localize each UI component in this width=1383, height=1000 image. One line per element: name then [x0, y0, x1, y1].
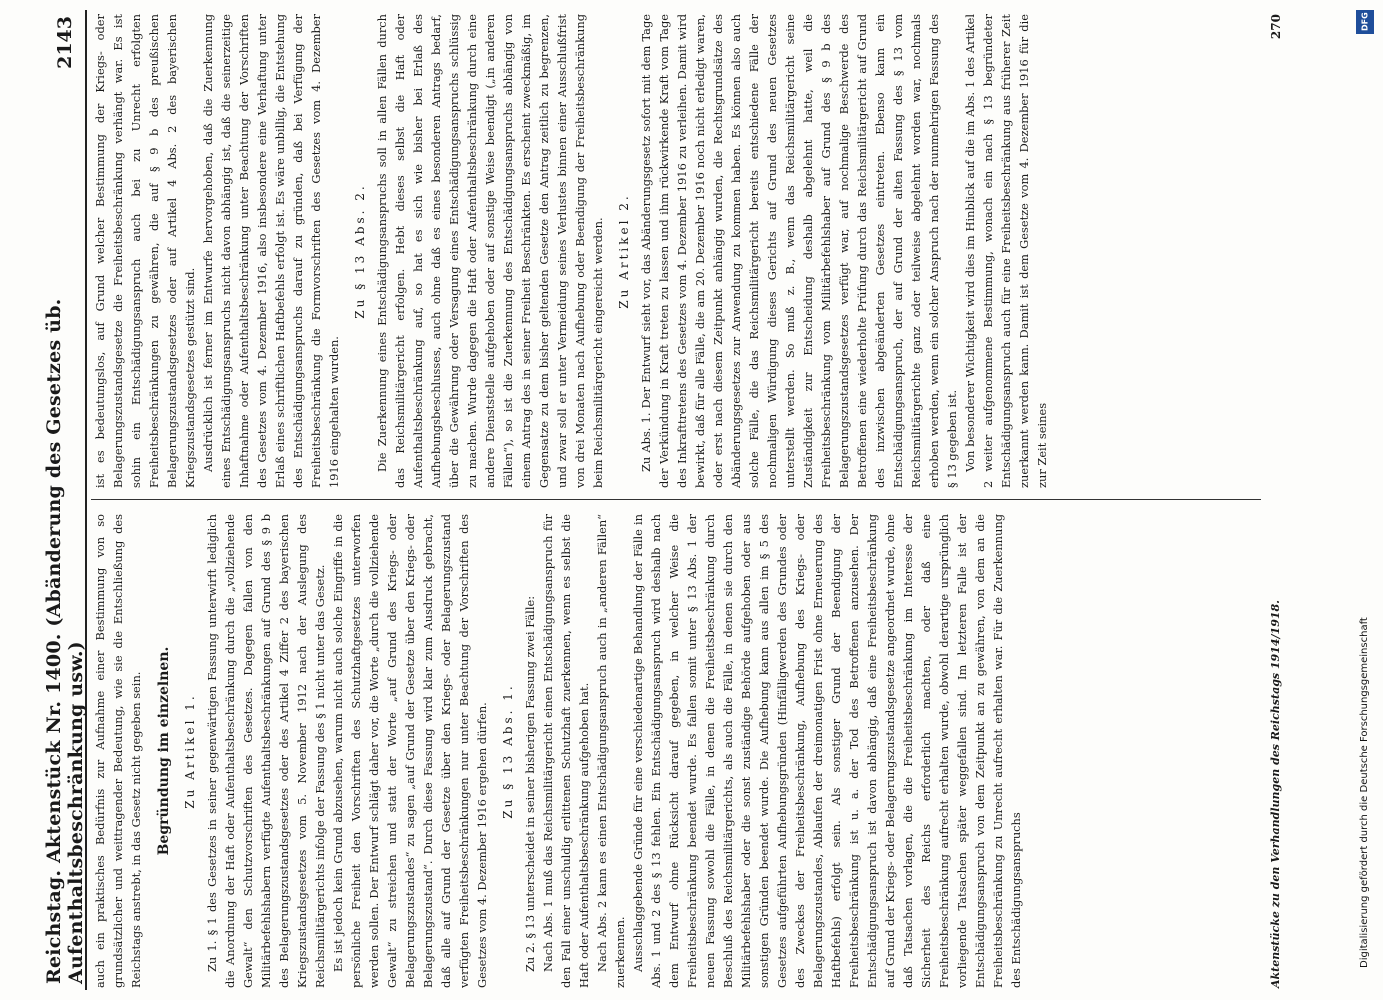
left-paragraph-3: Zu 2. § 13 unterscheidet in seiner bisherigen Fassung zwei Fälle:: [523, 595, 537, 972]
left-paragraph-6: Ausschlaggebende Gründe für eine verschiedenartige Behandlung der Fälle in Abs. 1 und 2 des § 13 fehlen. Ein Entschädigungsanspruch wird deshalb nach dem Entwurf ohne Rücksicht darauf gegeben, in welcher Weise die Freiheitsbeschränkung beendet wurde. Es fallen somit unter § 13 Abs. 1 der neuen Fassung sowohl die Fälle, in denen die Freiheitsbeschränkung durch Beschluß des Reichsmilitärgerichts, als auch die Fälle, in denen sie durch den Militärbefehlshaber oder die sonst zuständige Behörde aufgehoben oder aus sonstigen Gründen beendet wurde. Die Aufhebung kann aus allen im § 5 des Gesetzes aufgeführten Aufhebungsgründen (Hinfälligwerden des Grundes oder des Zweckes der Freiheitsbeschränkung, Aufhebung des Kriegs- oder Belagerungszustandes, Ablaufen der dreimonatigen Frist ohne Erneuerung des Haftbefehls) erfolgt sein. Als sonstiger Grund der Beendigung der Freiheitsbeschränkung ist u. a. der Tod des Betroffenen anzusehen. Der Entschädigungsanspruch ist davon abhängig, daß eine Freiheitsbeschränkung auf Grund der Kriegs- oder Belagerungszustandsgesetze angeordnet wurde, ohne daß Tatsachen vorlagen, die die Freiheitsbeschränkung im Interesse der Sicherheit des Reichs erforderlich machten, oder daß eine Freiheitsbeschränkung aufrecht erhalten wurde, obwohl derartige ursprünglich vorliegende Tatsachen später weggefallen sind. Im letzteren Falle ist der Entschädigungsanspruch von dem Zeitpunkt an zu gewähren, von dem an die Freiheitsbeschränkung zu Unrecht aufrecht erhalten war. Für die Zuerkennung des Entschädigungsanspruchs: [631, 514, 1023, 988]
column-divider: [91, 499, 1261, 500]
dfg-caption: Digitalisierung gefördert durch die Deutsche Forschungsgemeinschaft: [1359, 617, 1370, 968]
left-paragraph-2: Es ist jedoch kein Grund abzusehen, warum nicht auch solche Eingriffe in die persönliche Freiheit den Vorschriften des Schutzhaftgesetzes unterworfen werden sollen. Der Entwurf schlägt daher vor, die Worte „durch die vollziehende Gewalt“ zu streichen und statt der Worte „auf Grund des Kriegs- oder Belagerungszustandes“ zu sagen „auf Grund der Gesetze über den Kriegs- oder Belagerungszustand“. Durch diese Fassung wird klar zum Ausdruck gebracht, daß alle auf Grund der Gesetze über den Kriegs- oder Belagerungszustand verfügten Freiheitsbeschränkungen nur unter Beachtung der Vorschriften des Gesetzes vom 4. Dezember 1916 ergehen dürfen.: [331, 514, 489, 988]
right-paragraph-1: ist es bedeutungslos, auf Grund welcher Bestimmung der Kriegs- oder Belagerungszustandsgesetze die Freiheitsbeschränkung verhängt war. Es ist sohin ein Entschädigungsanspruch auch bei zu Unrecht erfolgten Freiheitsbeschränkungen zu gewähren, die auf § 9 b des preußischen Belagerungszustandsgesetzes oder auf Artikel 4 Abs. 2 des bayerischen Kriegszustandsgesetzes gestützt sind.: [93, 14, 197, 488]
left-column: [91, 514, 1261, 988]
right-column: [91, 14, 1261, 488]
right-paragraph-4: Zu Abs. 1. Der Entwurf sieht vor, das Abänderungsgesetz sofort mit dem Tage der Verkündung in Kraft treten zu lassen und ihm rückwirkende Kraft vom Tage des Inkrafttretens des Gesetzes vom 4. Dezember 1916 zu verleihen. Damit wird bewirkt, daß für alle Fälle, die am 20. Dezember 1916 noch nicht erledigt waren, oder erst nach diesem Zeitpunkt anhängig wurden, die Rechtsgrundsätze des Abänderungsgesetzes zur Anwendung zu kommen haben. Es können also auch solche Fälle, die das Reichsmilitärgericht bereits entschiedene Fälle der nochmaligen Würdigung dieses Gerichts auf Grund des neuen Gesetzes unterstellt werden. So muß z. B., wenn das Reichsmilitärgericht seine Zuständigkeit zur Entscheidung deshalb abgelehnt hatte, weil die Freiheitsbeschränkung vom Militärbefehlshaber auf Grund des § 9 b des Belagerungszustandsgesetzes verfügt war, auf nochmalige Beschwerde des Betroffenen eine wiederholte Prüfung durch das Reichsmilitärgericht auf Grund des inzwischen abgeänderten Gesetzes eintreten. Ebenso kann ein Entschädigungsanspruch, der auf Grund der alten Fassung des § 13 vom Reichsmilitärgerichte ganz oder teilweise abgelehnt worden war, nochmals erhoben werden, wenn ein solcher Anspruch nach der nunmehrigen Fassung des § 13 gegeben ist.: [639, 14, 959, 488]
left-paragraph-4: Nach Abs. 1 muß das Reichsmilitärgericht einen Entschädigungsanspruch für den Fall einer unschuldig erlittenen Schutzhaft zuerkennen, wenn es selbst die Haft oder Aufenthaltsbeschränkung aufgehoben hat.: [541, 514, 591, 988]
dfg-logo: DFG: [1356, 10, 1374, 34]
left-paragraph-5: Nach Abs. 2 kann es einen Entschädigungsanspruch auch in „anderen Fällen“ zuerkennen.: [595, 514, 627, 988]
footer-sheet-number: 270: [1269, 14, 1283, 40]
dfg-sidebar: [1353, 8, 1377, 988]
article-2-heading: Zu Artikel 2.: [617, 193, 631, 309]
header-title: Reichstag. Aktenstück Nr. 1400. (Abänderung des Gesetzes üb. Aufenthaltsbeschränkung usw.): [43, 298, 87, 984]
page-header: [45, 10, 87, 990]
article-1-heading: Zu Artikel 1.: [183, 693, 197, 809]
footer-series-title: Aktenstücke zu den Verhandlungen des Reichstags 1914/1918.: [1269, 600, 1282, 988]
left-intro-paragraph: auch ein praktisches Bedürfnis zur Aufnahme einer Bestimmung von so grundsätzlicher und weittragender Bedeutung, wie sie die Entschließung des Reichstags anstrebt, in das Gesetz nicht gegeben sein.: [93, 514, 143, 988]
header-page-number: 2143: [54, 16, 76, 69]
rotated-page-content: [45, 10, 1335, 990]
right-paragraph-5: Von besonderer Wichtigkeit wird dies im Hinblick auf die im Abs. 1 des Artikel 2 weiter aufgenommene Bestimmung, wonach ein nach § 13 begründeter Entschädigungsanspruch auch für eine Freiheitsbeschränkung aus früherer Zeit zuerkannt werden kann. Damit ist dem Gesetze vom 4. Dezember 1916 für die zur Zeit seines: [963, 14, 1049, 488]
left-paragraph-1: Zu 1. § 1 des Gesetzes in seiner gegenwärtigen Fassung unterwirft lediglich die Anordnung der Haft oder Aufenthaltsbeschränkung durch die „vollziehende Gewalt“ den Schutzvorschriften des Gesetzes. Dagegen fallen von den Militärbefehlshabern verfügte Aufenthaltsbeschränkungen auf Grund des § 9 b des Belagerungszustandsgesetzes oder des Artikel 4 Ziffer 2 des bayerischen Kriegszustandsgesetzes vom 5. November 1912 nach der Auslegung des Reichsmilitärgerichts infolge der Fassung des § 1 nicht unter das Gesetz.: [205, 514, 327, 988]
right-paragraph-2: Ausdrücklich ist ferner im Entwurfe hervorgehoben, daß die Zuerkennung eines Entschädigungsanspruchs nicht davon abhängig ist, daß die seinerzeitige Inhaftnahme oder Aufenthaltsbeschränkung unter Beachtung der Vorschriften des Gesetzes vom 4. Dezember 1916, also insbesondere eine Verhaftung unter Erlaß eines schriftlichen Haftbefehls erfolgt ist. Es wäre unbillig, die Entstehung des Entschädigungsanspruchs darauf zu gründen, daß bei Verfügung der Freiheitsbeschränkung die Formvorschriften des Gesetzes vom 4. Dezember 1916 eingehalten wurden.: [201, 14, 341, 488]
right-paragraph-3: Die Zuerkennung eines Entschädigungsanspruchs soll in allen Fällen durch das Reichsmilitärgericht erfolgen. Hebt dieses selbst die Haft oder Aufenthaltsbeschränkung auf, so hat es sich wie bisher bei Erlaß des Aufhebungsbeschlusses, auch ohne daß es eines besonderen Antrags bedarf, über die Gewährung oder Versagung eines Entschädigungsanspruchs schlüssig zu machen. Wurde dagegen die Haft oder Aufenthaltsbeschränkung durch eine andere Dienststelle aufgehoben oder auf sonstige Weise beendigt („in anderen Fällen“), so ist die Zuerkennung des Entschädigungsanspruchs abhängig von einem Antrag des in seiner Freiheit Beschränkten. Es erscheint zweckmäßig, im Gegensatze zu dem bisher geltenden Gesetze den Antrag zeitlich zu begrenzen, und zwar soll er unter Vermeidung seines Verlustes binnen einer Ausschlußfrist von drei Monaten nach Aufhebung oder Beendigung der Freiheitsbeschränkung beim Reichsmilitärgericht eingereicht werden.: [375, 14, 605, 488]
section-13-1-heading: Zu § 13 Abs. 1.: [501, 683, 515, 819]
section-13-2-heading: Zu § 13 Abs. 2.: [353, 183, 367, 319]
section-heading: Begründung im einzelnen.: [156, 646, 172, 856]
